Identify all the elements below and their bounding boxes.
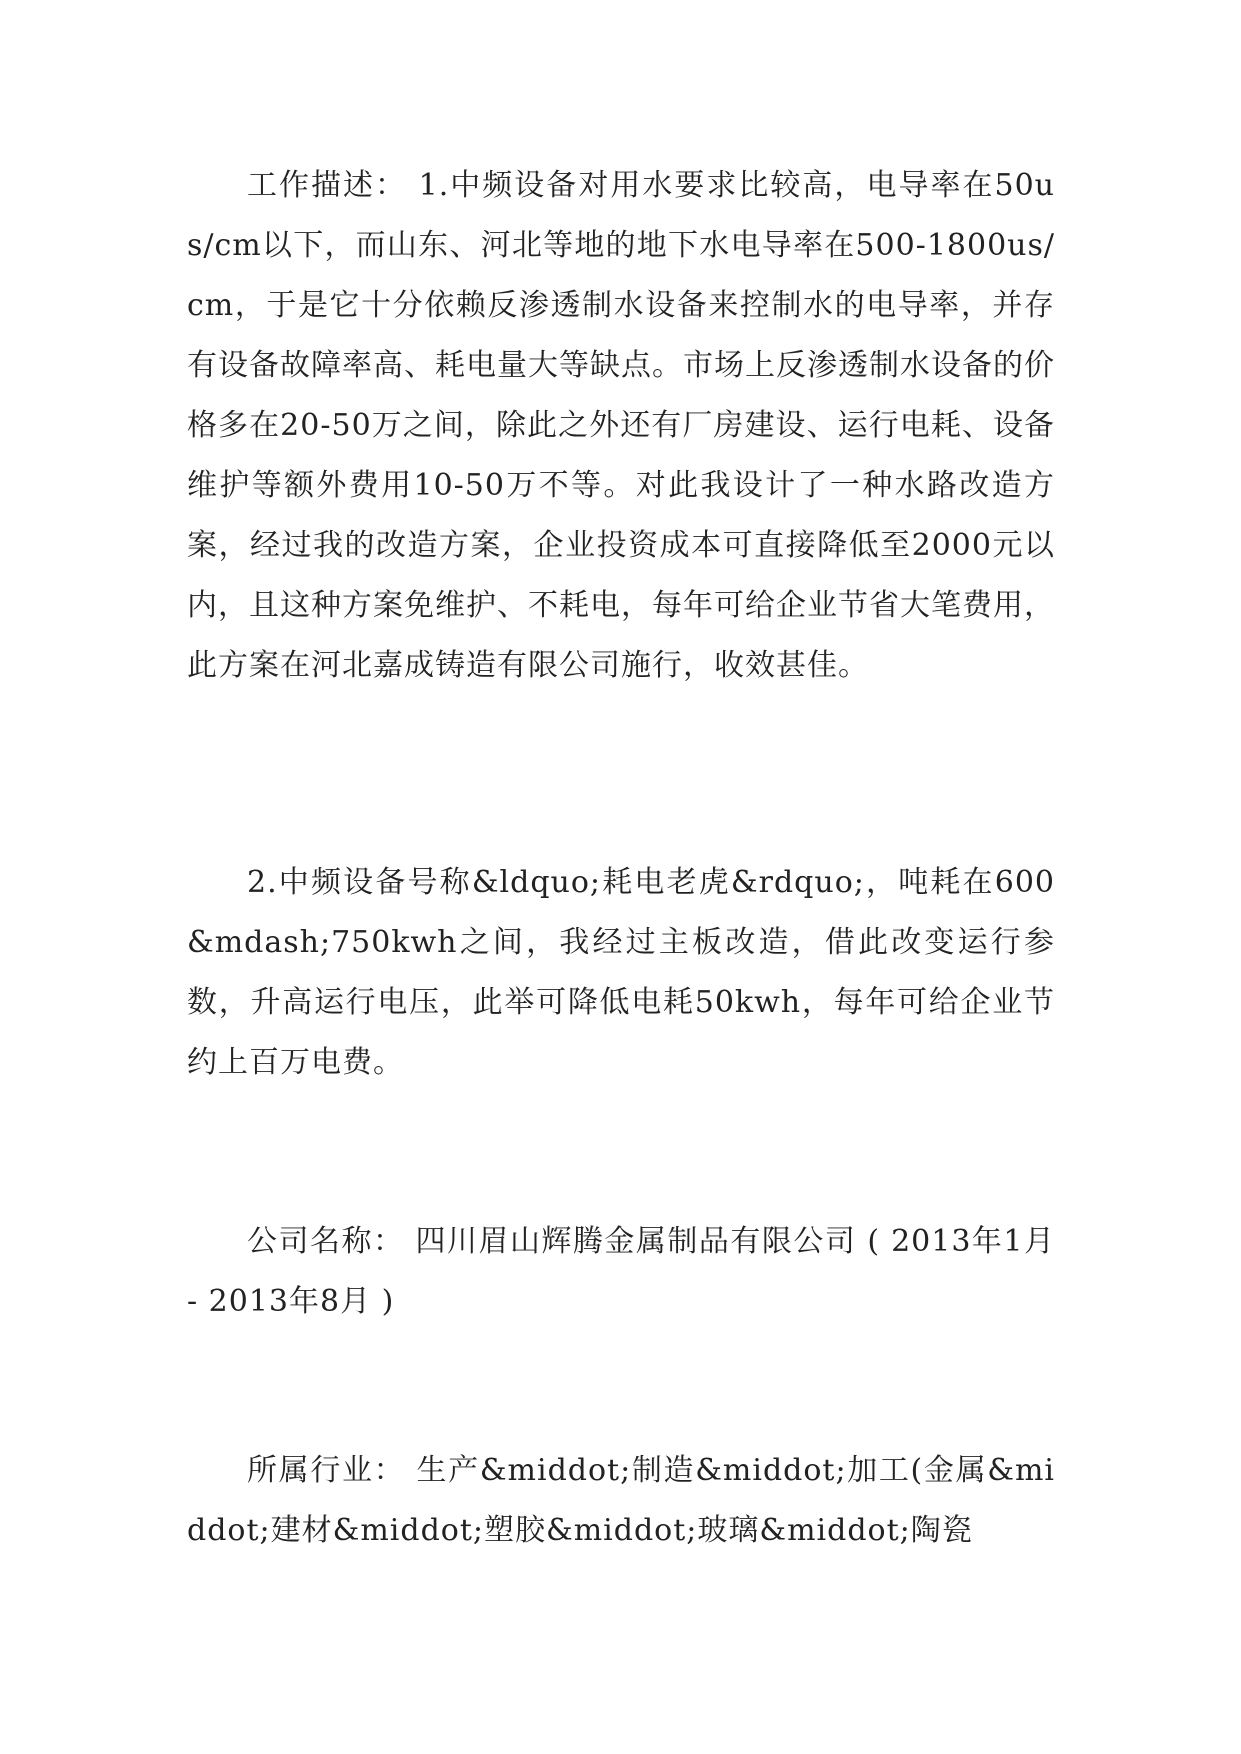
industry-paragraph: 所属行业： 生产&middot;制造&middot;加工(金属&middot;建材&middot;塑胶&middot;玻璃&middot;陶瓷 [187,1453,1055,1548]
company-name-paragraph: 公司名称： 四川眉山辉腾金属制品有限公司 ( 2013年1月 - 2013年8月 ) [187,1224,1055,1319]
work-description-paragraph-2: 2.中频设备号称&ldquo;耗电老虎&rdquo;，吨耗在600&mdash;750kwh之间，我经过主板改造，借此改变运行参数，升高运行电压，此举可降低电耗50kwh，每年可给企业节约上百万电费。 [187,865,1055,1080]
work-description-paragraph-1: 工作描述： 1.中频设备对用水要求比较高，电导率在50us/cm以下，而山东、河北等地的地下水电导率在500-1800us/cm，于是它十分依赖反渗透制水设备来控制水的电导率，并存有设备故障率高、耗电量大等缺点。市场上反渗透制水设备的价格多在20-50万之间，除此之外还有厂房建设、运行电耗、设备维护等额外费用10-50万不等。对此我设计了一种水路改造方案，经过我的改造方案，企业投资成本可直接降低至2000元以内，且这种方案免维护、不耗电，每年可给企业节省大笔费用，此方案在河北嘉成铸造有限公司施行，收效甚佳。 [187,168,1055,683]
